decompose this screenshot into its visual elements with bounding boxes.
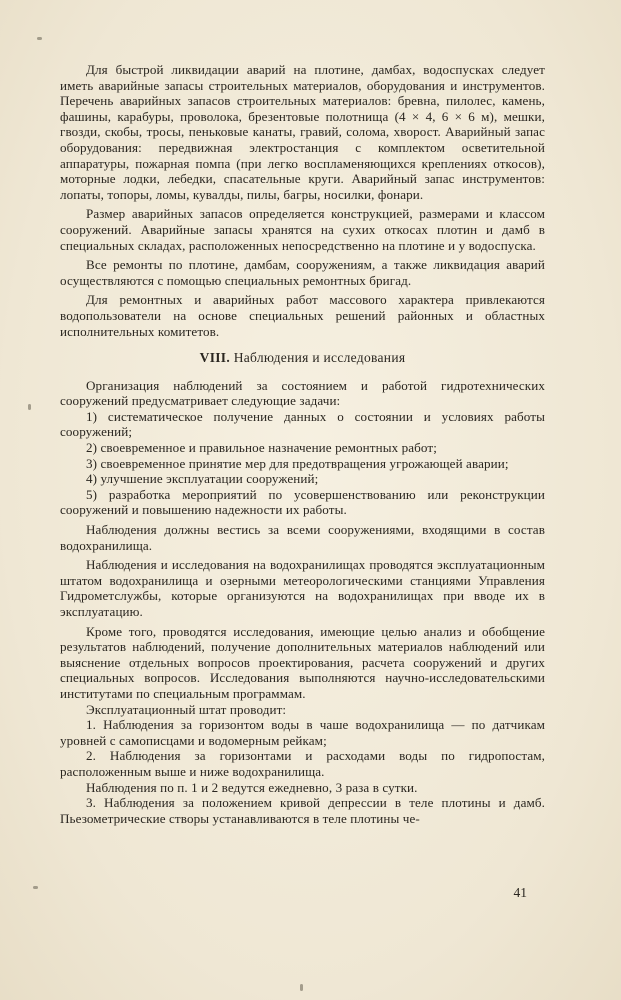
section-heading — [60, 350, 545, 366]
paragraph: Наблюдения и исследования на водохранилищах проводятся эксплуатационным штатом водохранилища и озерными метеорологическими станциями Управления Гидрометслужбы, которые организуются на водохранилищах при вводе их в эксплуатацию. — [60, 557, 545, 619]
list-item: 3. Наблюдения за положением кривой депрессии в теле плотины и дамб. Пьезометрические створы устанавливаются в теле плотины че- — [60, 795, 545, 826]
section-number: VIII. — [199, 350, 231, 366]
paragraph: Наблюдения должны вестись за всеми сооружениями, входящими в состав водохранилища. — [60, 522, 545, 553]
paragraph: Наблюдения по п. 1 и 2 ведутся ежедневно, 3 раза в сутки. — [86, 779, 418, 795]
paragraph: Для ремонтных и аварийных работ массового характера привлекаются водопользователи на основе специальных решений районных и областных исполнительных комитетов. — [60, 292, 545, 339]
body-text — [60, 62, 545, 826]
list-item: 5) разработка мероприятий по усовершенствованию или реконструкции сооружений и повышению надежности их работы. — [60, 486, 545, 518]
list-item: 1. Наблюдения за горизонтом воды в чаше водохранилища — по датчикам уровней с самописцами и водомерным рейкам; — [60, 717, 545, 748]
paragraph: Кроме того, проводятся исследования, имеющие целью анализ и обобщение результатов наблюдений, получение дополнительных материалов наблюдений или выяснение отдельных вопросов проектирования, расчета сооружений и других специальных вопросов. Исследования выполняются научно-исследовательскими институтами по специальным программам. — [60, 623, 545, 701]
list-item: 1) систематическое получение данных о состоянии и условиях работы сооружений; — [60, 408, 545, 440]
paragraph: Размер аварийных запасов определяется конструкцией, размерами и классом сооружений. Аварийные запасы хранятся на сухих откосах плотин и дамб в специальных складах, расположенных непосредственно на плотине и у водоспуска. — [60, 206, 545, 253]
paragraph: Все ремонты по плотине, дамбам, сооружениям, а также ликвидация аварий осуществляются с помощью специальных ремонтных бригад. — [60, 257, 545, 288]
speck-mark — [33, 886, 38, 889]
list-item: 2) своевременное и правильное назначение ремонтных работ; — [86, 440, 437, 456]
list-item: 3) своевременное принятие мер для предотвращения угрожающей аварии; — [86, 455, 509, 471]
paragraph: Для быстрой ликвидации аварий на плотине, дамбах, водоспусках следует иметь аварийные запасы строительных материалов, оборудования и инструментов. Перечень аварийных запасов строительных материалов: бревна, пилолес, камень, фашины, карабуры, проволока, брезентовые полотнища (4 × 4, 6 × 6 м), мешки, гвозди, скобы, тросы, пеньковые канаты, гравий, солома, хворост. Аварийный запас оборудования: передвижная электростанция с комплектом осветительной аппаратуры, пожарная помпа (при легко воспламеняющихся креплениях откосов), моторные лодки, лебедки, спасательные круги. Аварийный запас инструментов: лопаты, топоры, ломы, кувалды, пилы, багры, носилки, фонари. — [60, 62, 545, 202]
paragraph: Организация наблюдений за состоянием и работой гидротехнических сооружений предусматривает следующие задачи: — [60, 377, 545, 409]
speck-mark — [300, 984, 303, 991]
list-item: 2. Наблюдения за горизонтами и расходами воды по гидропостам, расположенным выше и ниже водохранилища. — [60, 748, 545, 779]
paragraph: Эксплуатационный штат проводит: — [86, 701, 287, 717]
list-item: 4) улучшение эксплуатации сооружений; — [86, 471, 319, 487]
speck-mark — [37, 37, 42, 40]
section-title: Наблюдения и исследования — [233, 350, 406, 366]
page-number: 41 — [513, 885, 527, 900]
speck-mark — [28, 404, 31, 410]
